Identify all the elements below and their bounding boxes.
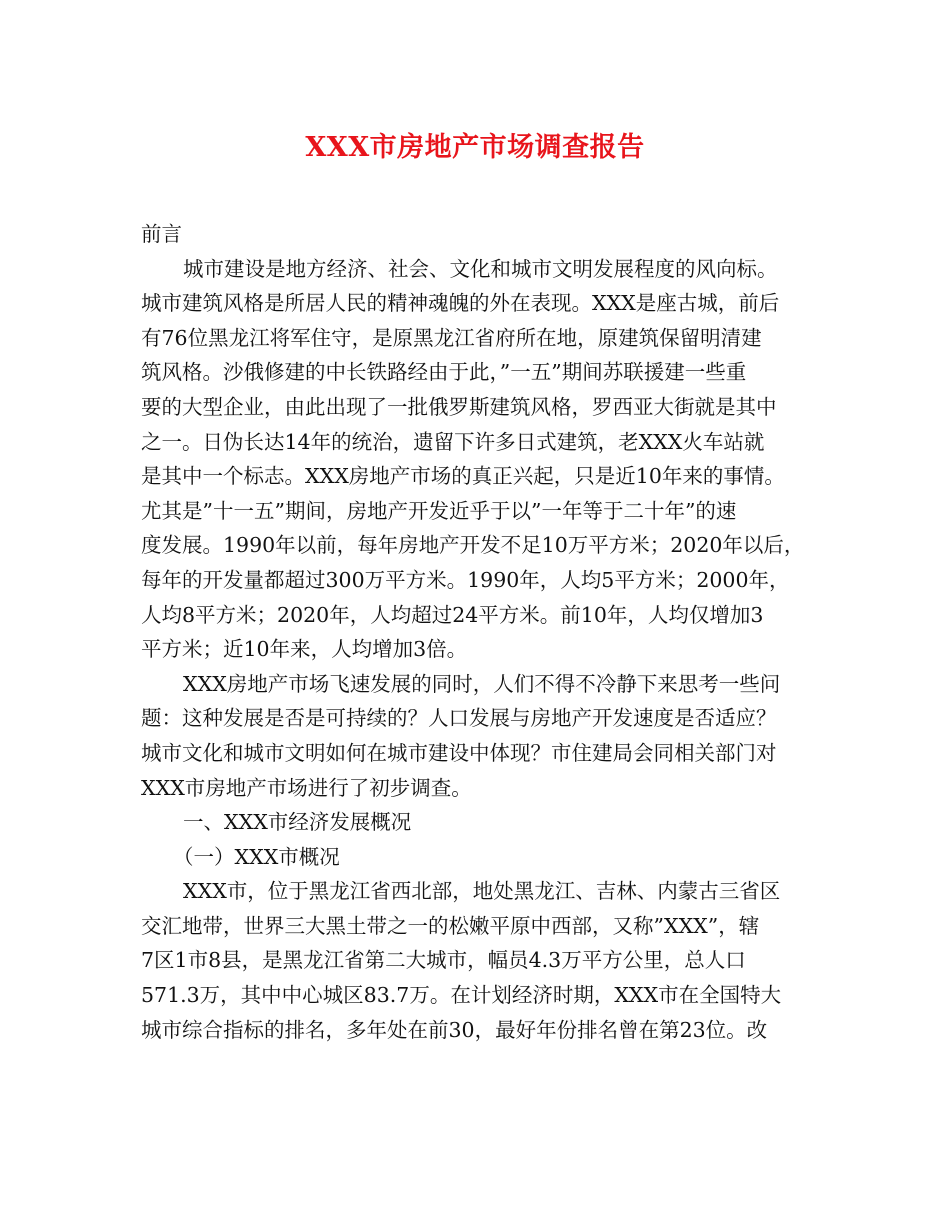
text-line: XXX房地产市场飞速发展的同时，人们不得不冷静下来思考一些问 bbox=[183, 671, 781, 696]
text-line: 7区1市8县，是黑龙江省第二大城市，幅员4.3万平方公里，总人口 bbox=[141, 948, 746, 973]
text-line: 平方米；近10年来，人均增加3倍。 bbox=[141, 637, 468, 662]
text-line: 要的大型企业，由此出现了一批俄罗斯建筑风格，罗西亚大街就是其中 bbox=[141, 394, 777, 419]
text-line: XXX市房地产市场进行了初步调查。 bbox=[141, 775, 472, 800]
text-line: 一、XXX市经济发展概况 bbox=[183, 810, 412, 835]
text-line: （一）XXX市概况 bbox=[173, 844, 340, 869]
text-line: 之一。日伪长达14年的统治，遗留下许多日式建筑，老XXX火车站就 bbox=[141, 429, 765, 454]
text-line: 题：这种发展是否是可持续的？人口发展与房地产开发速度是否适应？ bbox=[141, 706, 777, 731]
text-line: 度发展。1990年以前，每年房地产开发不足10万平方米；2020年以后， bbox=[141, 533, 805, 558]
text-line: 每年的开发量都超过300万平方米。1990年，人均5平方米；2000年， bbox=[141, 567, 790, 592]
text-line: 有76位黑龙江将军住守，是原黑龙江省府所在地，原建筑保留明清建 bbox=[141, 325, 762, 350]
text-line: 城市文化和城市文明如何在城市建设中体现？市住建局会同相关部门对 bbox=[141, 740, 777, 765]
text-line: 城市建设是地方经济、社会、文化和城市文明发展程度的风向标。 bbox=[183, 256, 778, 281]
text-line: 交汇地带，世界三大黑土带之一的松嫩平原中西部，又称”XXX”，辖 bbox=[141, 913, 760, 938]
document-title: XXX市房地产市场调查报告 bbox=[305, 132, 645, 163]
text-line: 是其中一个标志。XXX房地产市场的真正兴起，只是近10年来的事情。 bbox=[141, 464, 785, 489]
document-body bbox=[141, 217, 821, 1047]
text-line: 尤其是”十一五”期间，房地产开发近乎于以”一年等于二十年”的速 bbox=[141, 498, 737, 523]
text-line: 城市建筑风格是所居人民的精神魂魄的外在表现。XXX是座古城，前后 bbox=[141, 291, 780, 316]
text-line: 筑风格。沙俄修建的中长铁路经由于此，”一五”期间苏联援建一些重 bbox=[141, 360, 747, 385]
section-heading-preface: 前言 bbox=[141, 222, 182, 246]
text-line: 人均8平方米；2020年，人均超过24平方米。前10年，人均仅增加3 bbox=[141, 602, 764, 627]
text-line: 城市综合指标的排名，多年处在前30，最好年份排名曾在第23位。改 bbox=[141, 1017, 768, 1042]
text-line: 571.3万，其中中心城区83.7万。在计划经济时期，XXX市在全国特大 bbox=[141, 983, 782, 1008]
text-line: XXX市，位于黑龙江省西北部，地处黑龙江、吉林、内蒙古三省区 bbox=[183, 879, 781, 904]
